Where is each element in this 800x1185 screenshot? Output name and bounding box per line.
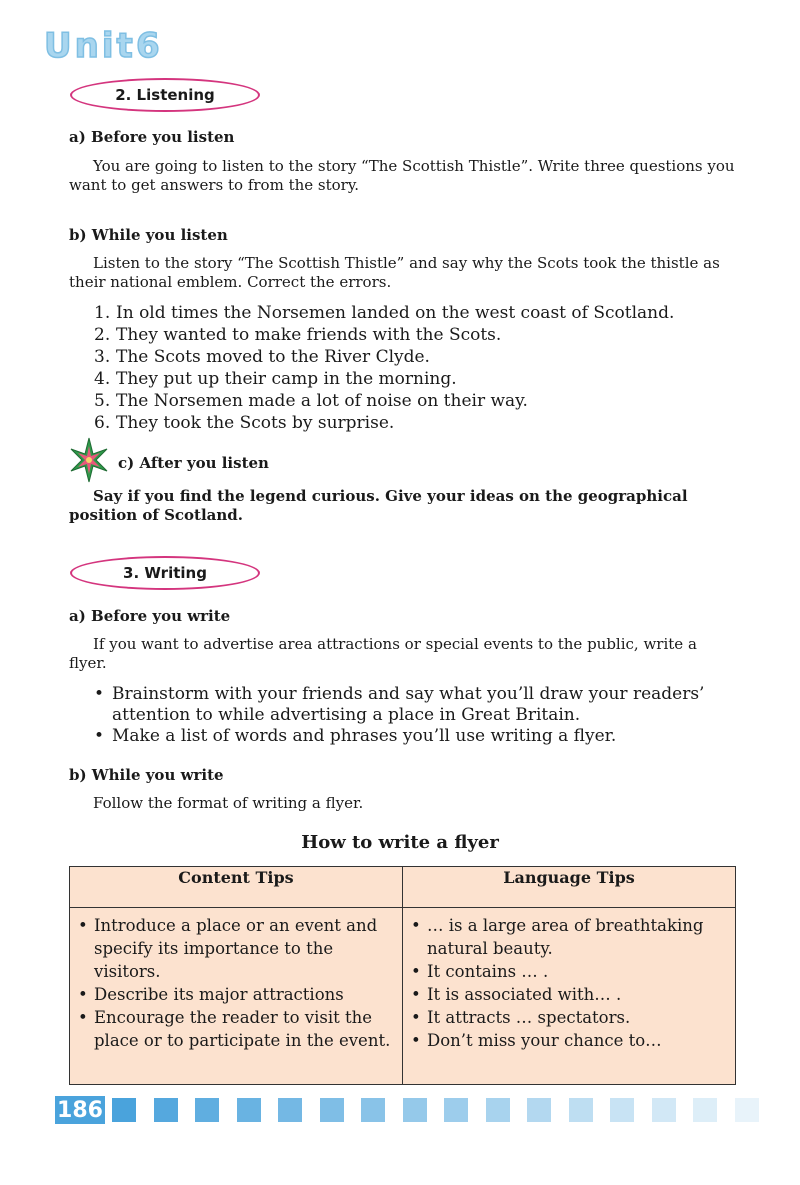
before-write-text: If you want to advertise area attractions or special events to the public, write a flyer.	[69, 635, 697, 672]
list-item: 1. In old times the Norsemen landed on the west coast of Scotland.	[94, 303, 675, 323]
listening-title-text: 2. Listening	[115, 86, 215, 104]
list-item: • It contains … .	[409, 960, 730, 983]
list-item: 6. They took the Scots by surprise.	[94, 413, 395, 433]
while-listen-label: b) While you listen	[69, 226, 228, 244]
list-item: • Don’t miss your chance to…	[409, 1029, 730, 1052]
writing-title-text: 3. Writing	[123, 564, 207, 582]
before-write-label: a) Before you write	[69, 607, 231, 625]
unit-number: 6	[136, 26, 160, 66]
star-icon	[68, 437, 110, 483]
footer-square	[652, 1098, 676, 1122]
listening-section-title	[70, 78, 260, 112]
error-statements-list	[94, 302, 674, 434]
content-tips-cell	[70, 908, 403, 1085]
footer-square	[278, 1098, 302, 1122]
list-item: 5. The Norsemen made a lot of noise on their way.	[94, 391, 528, 411]
list-item: 3. The Scots moved to the River Clyde.	[94, 347, 430, 367]
after-listen-text: Say if you find the legend curious. Give your ideas on the geographical position of Scotland.	[69, 487, 688, 524]
footer-square	[693, 1098, 717, 1122]
content-tips-header: Content Tips	[70, 867, 403, 908]
list-item: • Introduce a place or an event and specify its importance to the visitors.	[76, 914, 397, 983]
list-item: • Encourage the reader to visit the place or to participate in the event.	[76, 1006, 397, 1052]
footer-square	[735, 1098, 759, 1122]
footer-square	[361, 1098, 385, 1122]
after-listen-label: c) After you listen	[118, 454, 269, 472]
footer-square	[610, 1098, 634, 1122]
writing-bullets	[94, 684, 742, 747]
language-tips-cell	[403, 908, 736, 1085]
list-item: 4. They put up their camp in the morning.	[94, 369, 457, 389]
before-listen-label: a) Before you listen	[69, 128, 235, 146]
footer-square	[154, 1098, 178, 1122]
unit-label: Unit	[44, 26, 136, 66]
footer-square	[569, 1098, 593, 1122]
page-number: 186	[55, 1096, 105, 1124]
footer-square	[237, 1098, 261, 1122]
footer-square	[112, 1098, 136, 1122]
list-item: 2. They wanted to make friends with the Scots.	[94, 325, 502, 345]
footer-square	[527, 1098, 551, 1122]
before-listen-text: You are going to listen to the story “The Scottish Thistle”. Write three questions you want to get answers to from the story.	[69, 157, 735, 194]
while-write-text: Follow the format of writing a flyer.	[93, 794, 364, 812]
while-listen-text: Listen to the story “The Scottish Thistle” and say why the Scots took the thistle as their national emblem. Correct the errors.	[69, 254, 720, 291]
list-item: • … is a large area of breathtaking natural beauty.	[409, 914, 730, 960]
footer-square	[403, 1098, 427, 1122]
footer-square	[486, 1098, 510, 1122]
footer-square	[444, 1098, 468, 1122]
list-item: • Make a list of words and phrases you’ll use writing a flyer.	[94, 726, 742, 747]
language-tips-header: Language Tips	[403, 867, 736, 908]
footer-square	[195, 1098, 219, 1122]
list-item: • It is associated with… .	[409, 983, 730, 1006]
flyer-tips-table	[69, 866, 736, 1085]
flyer-title: How to write a flyer	[301, 832, 499, 853]
writing-section-title	[70, 556, 260, 590]
list-item: • Brainstorm with your friends and say what you’ll draw your readers’ attention to while advertising a place in Great Britain.	[94, 684, 742, 726]
list-item: • It attracts … spectators.	[409, 1006, 730, 1029]
while-write-label: b) While you write	[69, 766, 224, 784]
footer-square	[320, 1098, 344, 1122]
list-item: • Describe its major attractions	[76, 983, 397, 1006]
